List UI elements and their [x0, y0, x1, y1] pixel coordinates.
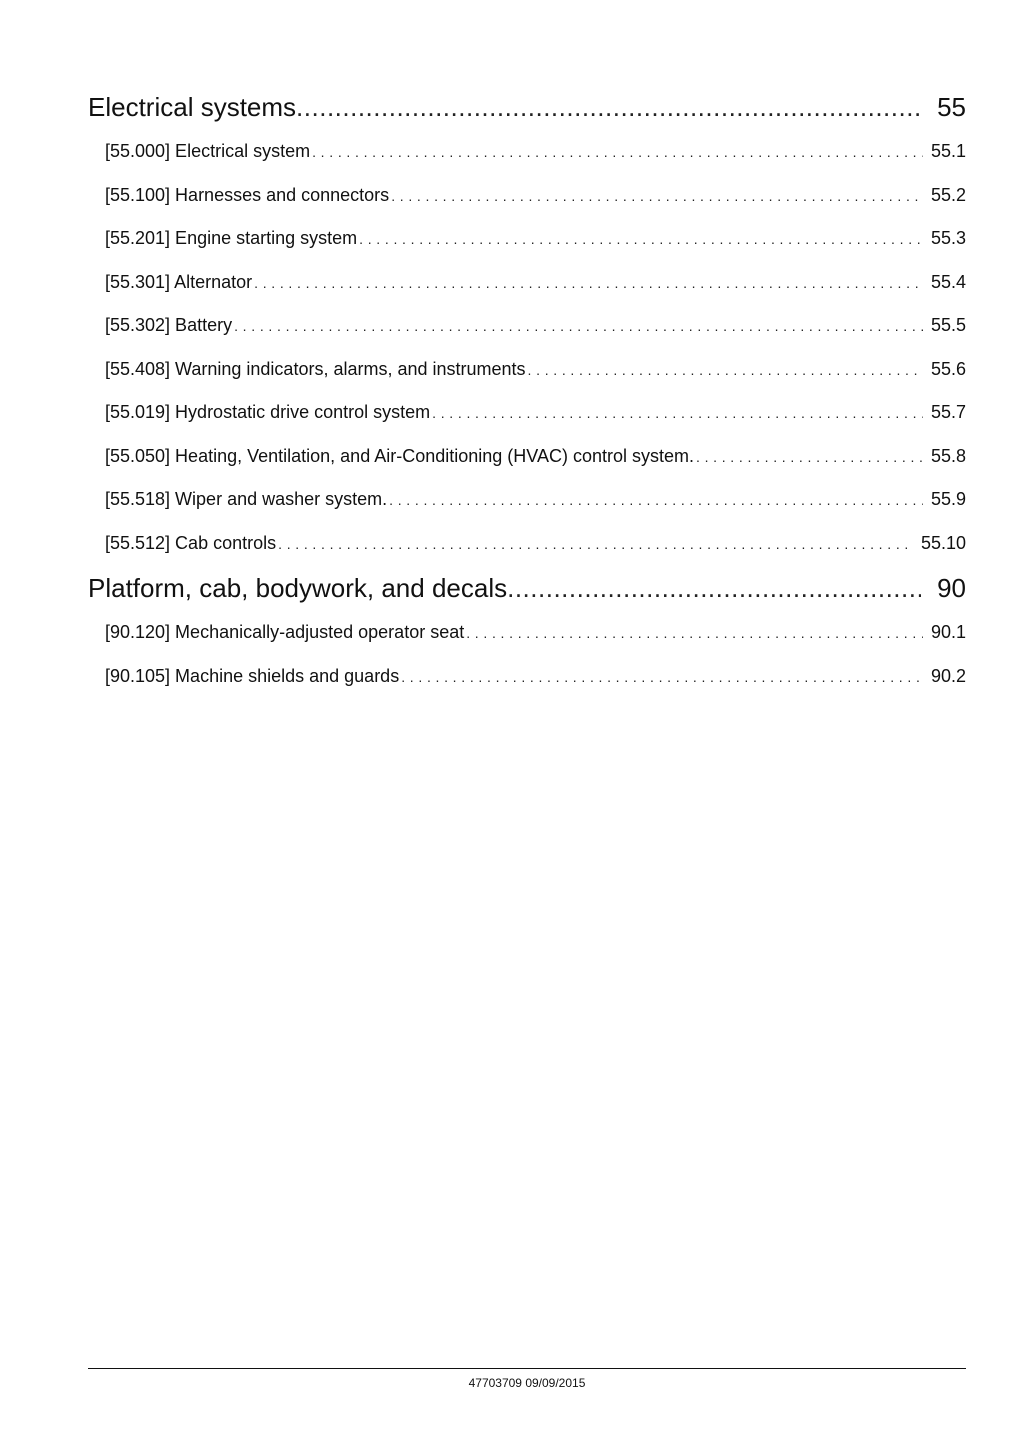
dot-leader — [526, 349, 923, 393]
toc-entry[interactable] — [88, 611, 966, 655]
entry-label: [55.050] Heating, Ventilation, and Air-Conditioning (HVAC) control system. — [105, 445, 694, 466]
toc-section-electrical-systems — [88, 84, 966, 565]
toc-entry[interactable] — [88, 478, 966, 522]
entry-label: [55.302] Battery — [105, 315, 233, 335]
dot-leader — [399, 656, 923, 700]
toc-entry[interactable] — [88, 435, 966, 479]
toc-entry[interactable] — [88, 655, 966, 699]
toc-entry[interactable] — [88, 130, 966, 174]
entry-page-number: 55.8 — [930, 445, 966, 466]
entry-label: [90.105] Machine shields and guards — [105, 665, 400, 686]
toc-entry[interactable] — [88, 348, 966, 392]
entry-label: [55.000] Electrical system — [105, 141, 311, 161]
entry-page-number: 55.3 — [930, 228, 966, 248]
entry-page-number: 90.1 — [930, 622, 966, 642]
toc-entry[interactable] — [88, 217, 966, 261]
entry-label: [55.019] Hydrostatic drive control system — [105, 402, 431, 422]
dot-leader — [296, 84, 921, 130]
dot-leader — [276, 523, 913, 567]
entry-page-number: 55.5 — [930, 315, 966, 335]
dot-leader — [252, 262, 923, 306]
entry-label: [55.408] Warning indicators, alarms, and instruments — [105, 358, 526, 379]
dot-leader — [387, 479, 923, 523]
entry-page-number: 55.10 — [920, 532, 966, 553]
dot-leader — [694, 436, 923, 480]
section-title: Platform, cab, bodywork, and decals — [88, 573, 508, 603]
entry-page-number: 90.2 — [930, 665, 966, 686]
entry-label: [55.518] Wiper and washer system. — [105, 489, 388, 509]
entry-label: [55.201] Engine starting system — [105, 228, 358, 248]
section-title: Electrical systems — [88, 92, 297, 122]
toc-section-platform-cab — [88, 565, 966, 698]
entry-label: [55.301] Alternator — [105, 271, 253, 292]
section-page-number: 90 — [937, 573, 966, 603]
dot-leader — [464, 612, 923, 656]
section-heading-row[interactable] — [88, 84, 966, 130]
entry-page-number: 55.7 — [930, 402, 966, 422]
toc-entry[interactable] — [88, 391, 966, 435]
toc-entry[interactable] — [88, 304, 966, 348]
dot-leader — [232, 305, 923, 349]
entry-page-number: 55.9 — [930, 489, 966, 509]
dot-leader — [389, 175, 923, 219]
entry-page-number: 55.1 — [930, 141, 966, 161]
toc-entry[interactable] — [88, 261, 966, 305]
section-heading-row[interactable] — [88, 565, 966, 611]
section-page-number: 55 — [937, 92, 966, 122]
dot-leader — [430, 392, 923, 436]
toc-entry[interactable] — [88, 174, 966, 218]
dot-leader — [357, 218, 923, 262]
entry-label: [55.100] Harnesses and connectors — [105, 184, 390, 205]
entry-page-number: 55.2 — [930, 184, 966, 205]
table-of-contents — [88, 84, 966, 698]
entry-label: [55.512] Cab controls — [105, 532, 277, 553]
footer-divider — [88, 1368, 966, 1369]
toc-entry[interactable] — [88, 522, 966, 566]
entry-label: [90.120] Mechanically-adjusted operator seat — [105, 622, 465, 642]
footer-document-id: 47703709 09/09/2015 — [468, 1376, 586, 1390]
entry-page-number: 55.4 — [930, 271, 966, 292]
dot-leader — [310, 131, 923, 175]
entry-page-number: 55.6 — [930, 358, 966, 379]
dot-leader — [507, 565, 921, 611]
